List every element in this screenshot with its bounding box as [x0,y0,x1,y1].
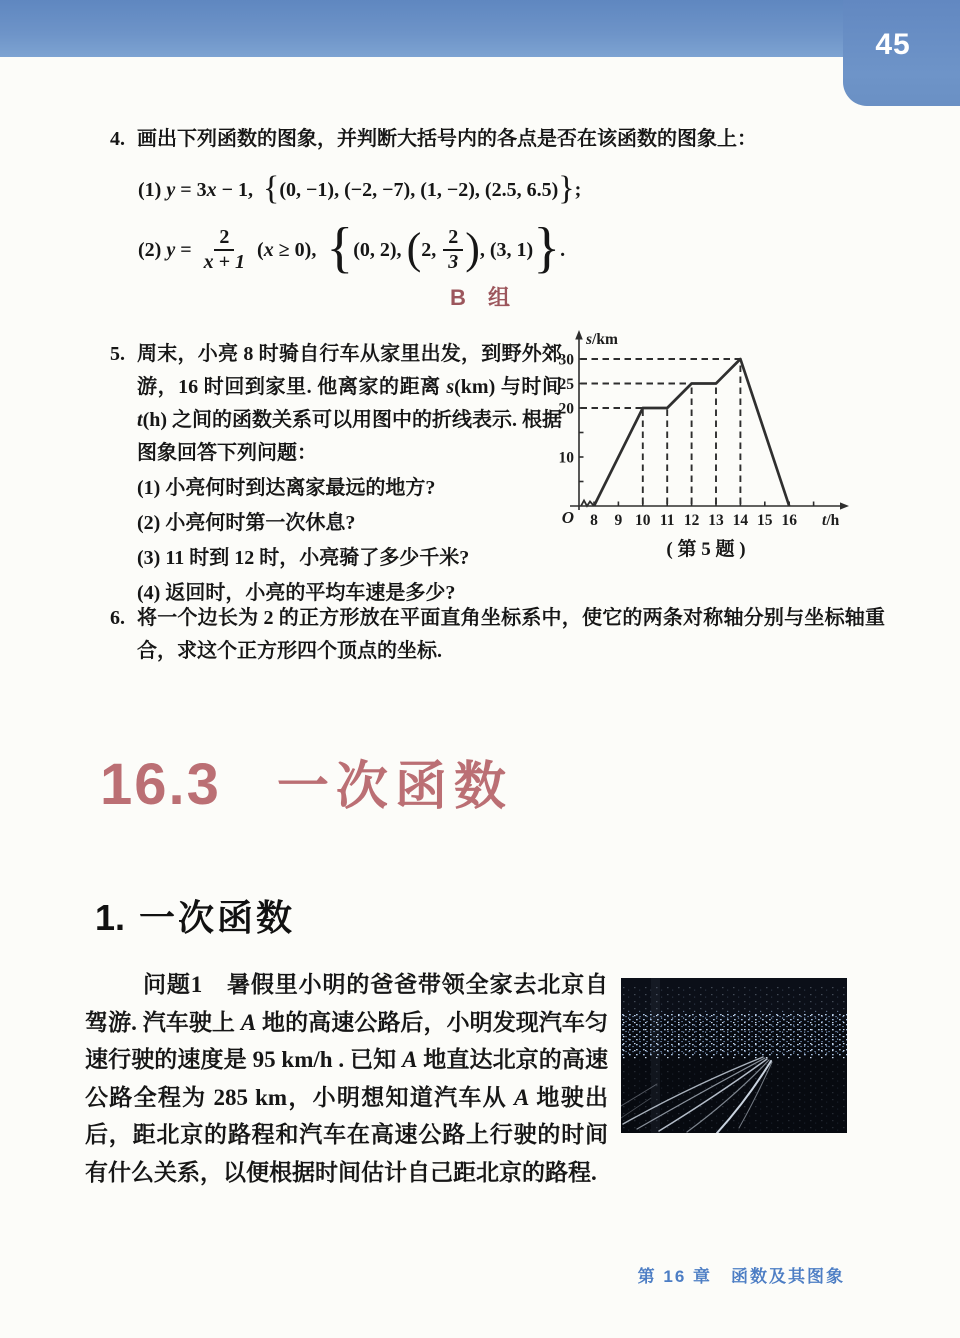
problem1-paragraph: 问题1 暑假里小明的爸爸带领全家去北京自驾游. 汽车驶上 A 地的高速公路后，小明发现汽车匀速行驶的速度是 95 km/h . 已知 A 地直达北京的高速公路全程为 285 km，小明想知道汽车从 A 地驶出后，距北京的路程和汽车在高速公路上行驶的时间有什么关系，以便根据时间估计自己距北京的路程. [85,972,609,1185]
problem-5-stem: 周末，小亮 8 时骑自行车从家里出发，到野外郊游，16 时回到家里. 他离家的距离 s(km) 与时间 t(h) 之间的函数关系可以用图中的折线表示. 根据图象回答下列问题： [137,343,563,464]
svg-text:8: 8 [590,512,598,529]
problem-5-question-3: (3) 11 时到 12 时，小亮骑了多少千米? [137,547,470,569]
svg-text:13: 13 [708,512,724,529]
svg-text:9: 9 [614,512,623,529]
section-title: 一次函数 [276,758,513,816]
svg-text:30: 30 [558,351,574,369]
problem-6-text: 将一个边长为 2 的正方形放在平面直角坐标系中，使它的两条对称轴分别与坐标轴重合，求这个正方形四个顶点的坐标. [137,607,885,662]
problem-4-number: 4. [110,128,125,150]
distance-time-chart [556,330,856,540]
page-number-tab [843,0,960,106]
problem-4-item-1: (1) y = 3 x − 1, { (0, −1), (−2, −7), (1, −2), (2.5, 6.5) } ; [138,170,582,207]
problem-4-stem [110,124,888,154]
highway-night-photo [621,978,847,1133]
problem-4 [110,124,888,281]
problem-4-item-2: (2) y = $\frac{2}{x + 1}$ ( x ≥ 0), { (0, 2), ( 2, $\frac{2}{3}$ ) , (3, 1) } . [138,217,566,279]
subsection-number: 1. [95,897,126,938]
section-number: 16.3 [100,752,221,817]
highway-night-photo-image [621,978,847,1133]
group-b-heading: B 组 [449,285,510,310]
subsection-title: 一次函数 [139,897,296,938]
svg-text:16: 16 [781,512,797,529]
chart-caption: ( 第 5 题 ) [666,539,746,560]
distance-time-graph [556,330,856,540]
svg-text:25: 25 [558,376,574,393]
page-number: 45 [875,28,911,61]
section-heading-16-3 [100,744,513,819]
svg-text:20: 20 [558,400,574,418]
svg-text:12: 12 [683,512,700,529]
svg-text:10: 10 [635,512,651,529]
problem-5-number: 5. [110,343,125,365]
svg-text:s/km: s/km [586,331,618,348]
svg-text:t/h: t/h [822,512,840,529]
problem-5-question-2: (2) 小亮何时第一次休息? [137,512,356,534]
subsection-heading-1 [95,890,295,941]
svg-text:O: O [561,508,574,527]
svg-text:11: 11 [659,512,675,529]
svg-text:10: 10 [558,449,574,467]
problem-5 [110,338,562,610]
svg-text:14: 14 [732,512,749,529]
problem-5-question-4: (4) 返回时，小亮的平均车速是多少? [137,582,456,604]
problem-6 [110,602,885,668]
problem-5-question-1: (1) 小亮何时到达离家最远的地方? [137,477,436,499]
header-band [0,0,960,57]
page-footer: 第 16 章 函数及其图象 [637,1267,845,1286]
problem-4-stem-text: 画出下列函数的图象，并判断大括号内的各点是否在该函数的图象上： [137,128,757,150]
svg-text:15: 15 [757,512,773,529]
problem-6-number: 6. [110,607,125,629]
